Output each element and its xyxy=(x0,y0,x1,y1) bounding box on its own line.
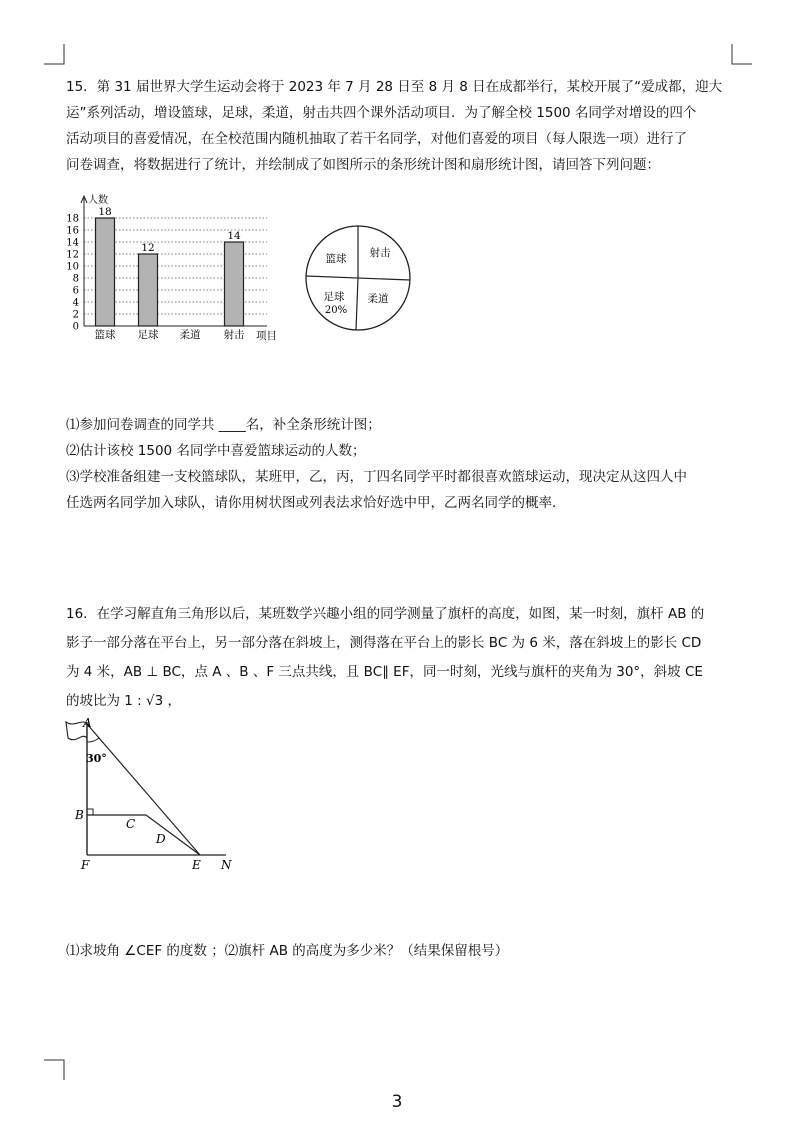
x-axis-label: 项目 xyxy=(256,330,277,342)
q15-sub2: ⑵估计该校 1500 名同学中喜爱篮球运动的人数； xyxy=(66,443,366,459)
pie-divider xyxy=(356,278,358,330)
y-tick-label: 0 xyxy=(72,321,79,333)
angle-arc xyxy=(87,738,99,742)
corner-mark-bottom-left xyxy=(44,1058,68,1082)
q15-sub1: ⑴参加问卷调查的同学共 ____名，补全条形统计图； xyxy=(66,417,381,433)
q16-line: 影子一部分落在平台上，另一部分落在斜坡上，测得落在平台上的影长 BC 为 6 米，落在斜坡上的影长 CD xyxy=(66,635,702,651)
flagpole-figure xyxy=(56,714,246,870)
q15-line: 运”系列活动，增设篮球，足球，柔道，射击共四个课外活动项目．为了解全校 1500 名同学对增设的四个 xyxy=(66,105,697,121)
pie-slice-label: 篮球 xyxy=(325,253,347,265)
y-tick-label: 6 xyxy=(72,285,79,297)
y-tick-label: 14 xyxy=(66,237,79,249)
light-ray-line xyxy=(87,724,200,855)
q15-line: 15．第 31 届世界大学生运动会将于 2023 年 7 月 28 日至 8 月 8 日在成都举行，某校开展了“爱成都，迎大 xyxy=(66,79,723,95)
y-axis-label: 人数 xyxy=(88,195,108,206)
y-tick-label: 18 xyxy=(66,213,79,225)
q15-line: 问卷调查，将数据进行了统计，并绘制成了如图所示的条形统计图和扇形统计图，请回答下列问题： xyxy=(66,157,660,173)
corner-mark-top-left xyxy=(44,44,68,66)
q15-sub3-line: ⑶学校准备组建一支校篮球队，某班甲，乙，丙，丁四名同学平时都很喜欢篮球运动，现决定从这四人中 xyxy=(66,469,687,485)
x-category-label: 篮球 xyxy=(94,329,116,341)
pie-slice-label: 柔道 xyxy=(367,293,389,305)
y-tick-label: 4 xyxy=(72,297,79,309)
bar xyxy=(96,218,115,326)
page-number: 3 xyxy=(391,1092,403,1112)
label-N: N xyxy=(221,858,232,870)
q15-sub3-line: 任选两名同学加入球队，请你用树状图或列表法求恰好选中甲，乙两名同学的概率． xyxy=(66,495,566,511)
corner-mark-top-right xyxy=(730,44,754,66)
right-angle-mark xyxy=(87,809,93,815)
y-tick-label: 2 xyxy=(72,309,79,321)
q16-question-line: ⑴求坡角 ∠CEF 的度数 ；⑵旗杆 AB 的高度为多少米？（结果保留根号） xyxy=(66,943,509,959)
pie-slice-label: 射击 xyxy=(369,247,391,259)
q16-line: 16．在学习解直角三角形以后，某班数学兴趣小组的同学测量了旗杆的高度，如图，某一时刻，旗杆 AB 的 xyxy=(66,606,705,622)
bar xyxy=(225,242,244,326)
pie-chart xyxy=(302,222,414,334)
x-category-label: 足球 xyxy=(137,329,159,341)
bar-value-label: 14 xyxy=(227,230,241,242)
y-tick-label: 8 xyxy=(72,273,79,285)
q16-question xyxy=(66,938,736,964)
y-tick-label: 12 xyxy=(66,249,79,261)
y-tick-label: 16 xyxy=(66,225,79,237)
bar-chart xyxy=(62,188,292,348)
q16-stem xyxy=(66,600,736,716)
q15-line: 活动项目的喜爱情况，在全校范围内随机抽取了若干名同学，对他们喜爱的项目（每人限选一项）进行了 xyxy=(66,131,687,147)
q15-subquestions xyxy=(66,412,736,516)
y-tick-label: 10 xyxy=(66,261,79,273)
label-B: B xyxy=(75,808,84,822)
pie-slice-label: 足球 xyxy=(323,291,345,303)
q16-line: 为 4 米，AB ⊥ BC，点 A 、B 、F 三点共线，且 BC∥ EF，同一时刻，光线与旗杆的夹角为 30°，斜坡 CE xyxy=(66,664,703,680)
label-angle: 30° xyxy=(86,752,107,765)
label-A: A xyxy=(83,716,92,730)
bar-value-label: 18 xyxy=(98,206,112,218)
x-category-label: 射击 xyxy=(223,329,245,341)
label-D: D xyxy=(156,832,166,846)
label-C: C xyxy=(126,817,136,831)
bar-value-label: 12 xyxy=(141,242,155,254)
label-F: F xyxy=(81,858,90,870)
q16-line: 的坡比为 1 : √3 ， xyxy=(66,693,181,709)
label-E: E xyxy=(192,858,201,870)
q15-stem xyxy=(66,74,736,178)
x-category-label: 柔道 xyxy=(179,329,201,341)
bar xyxy=(139,254,158,326)
pie-slice-value: 20% xyxy=(324,305,348,316)
slope-line xyxy=(146,815,200,855)
